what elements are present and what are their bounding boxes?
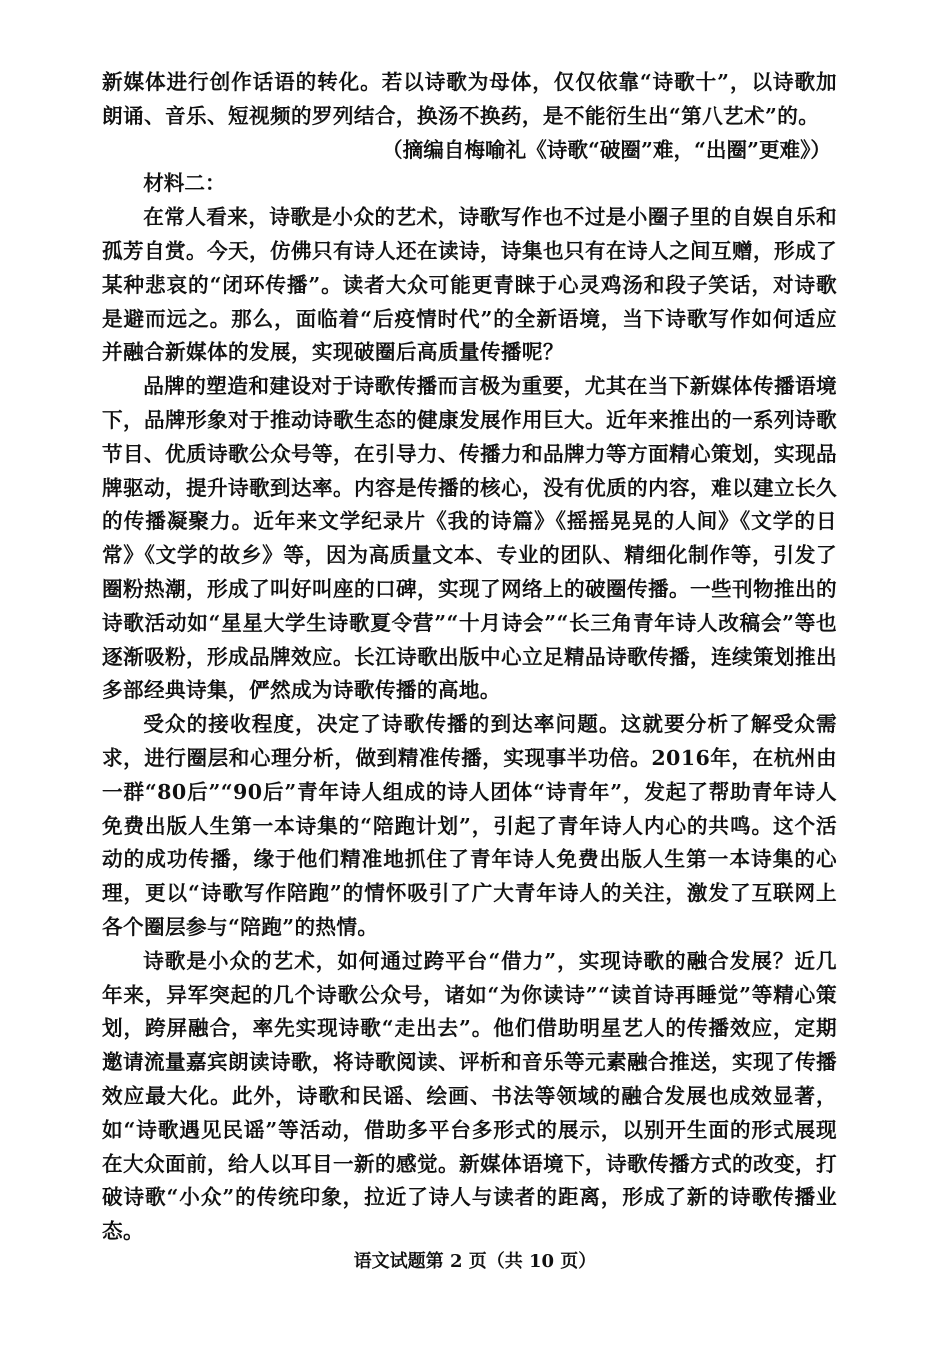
- exam-page-body: [102, 66, 837, 1249]
- paragraph-3: 受众的接收程度，决定了诗歌传播的到达率问题。这就要分析了解受众需求，进行圈层和心理分析，做到精准传播，实现事半功倍。2016年，在杭州由一群“80后”“90后”青年诗人组成的诗人团体“诗青年”，发起了帮助青年诗人免费出版人生第一本诗集的“陪跑计划”，引起了青年诗人内心的共鸣。这个活动的成功传播，缘于他们精准地抓住了青年诗人免费出版人生第一本诗集的心理，更以“诗歌写作陪跑”的情怀吸引了广大青年诗人的关注，激发了互联网上各个圈层参与“陪跑”的热情。: [102, 712, 837, 939]
- page-footer: 语文试题第 2 页（共 10 页）: [353, 1251, 597, 1272]
- paragraph-4: 诗歌是小众的艺术，如何通过跨平台“借力”，实现诗歌的融合发展？近几年来，异军突起的几个诗歌公众号，诸如“为你读诗”“读首诗再睡觉”等精心策划，跨屏融合，率先实现诗歌“走出去”。他们借助明星艺人的传播效应，定期邀请流量嘉宾朗读诗歌，将诗歌阅读、评析和音乐等元素融合推送，实现了传播效应最大化。此外，诗歌和民谣、绘画、书法等领域的融合发展也成效显著，如“诗歌遇见民谣”等活动，借助多平台多形式的展示，以别开生面的形式展现在大众面前，给人以耳目一新的感觉。新媒体语境下，诗歌传播方式的改变，打破诗歌“小众”的传统印象，拉近了诗人与读者的距离，形成了新的诗歌传播业态。: [102, 948, 837, 1244]
- material-heading: 材料二：: [143, 171, 226, 196]
- paragraph-2: 品牌的塑造和建设对于诗歌传播而言极为重要，尤其在当下新媒体传播语境下，品牌形象对于推动诗歌生态的健康发展作用巨大。近年来推出的一系列诗歌节目、优质诗歌公众号等，在引导力、传播力和品牌力等方面精心策划，实现品牌驱动，提升诗歌到达率。内容是传播的核心，没有优质的内容，难以建立长久的传播凝聚力。近年来文学纪录片《我的诗篇》《摇摇晃晃的人间》《文学的日常》《文学的故乡》等，因为高质量文本、专业的团队、精细化制作等，引发了圈粉热潮，形成了叫好叫座的口碑，实现了网络上的破圈传播。一些刊物推出的诗歌活动如“星星大学生诗歌夏令营”“十月诗会”“长三角青年诗人改稿会”等也逐渐吸粉，形成品牌效应。长江诗歌出版中心立足精品诗歌传播，连续策划推出多部经典诗集，俨然成为诗歌传播的高地。: [102, 374, 837, 703]
- intro-paragraph: 新媒体进行创作话语的转化。若以诗歌为母体，仅仅依靠“诗歌十”，以诗歌加朗诵、音乐、短视频的罗列结合，换汤不换药，是不能衍生出“第八艺术”的。: [102, 70, 837, 128]
- source-citation: （摘编自梅喻礼《诗歌“破圈”难，“出圈”更难》）: [382, 137, 831, 162]
- paragraph-1: 在常人看来，诗歌是小众的艺术，诗歌写作也不过是小圈子里的自娱自乐和孤芳自赏。今天，仿佛只有诗人还在读诗，诗集也只有在诗人之间互赠，形成了某种悲哀的“闭环传播”。读者大众可能更青睐于心灵鸡汤和段子笑话，对诗歌是避而远之。那么，面临着“后疫情时代”的全新语境，当下诗歌写作如何适应并融合新媒体的发展，实现破圈后高质量传播呢？: [102, 205, 837, 365]
